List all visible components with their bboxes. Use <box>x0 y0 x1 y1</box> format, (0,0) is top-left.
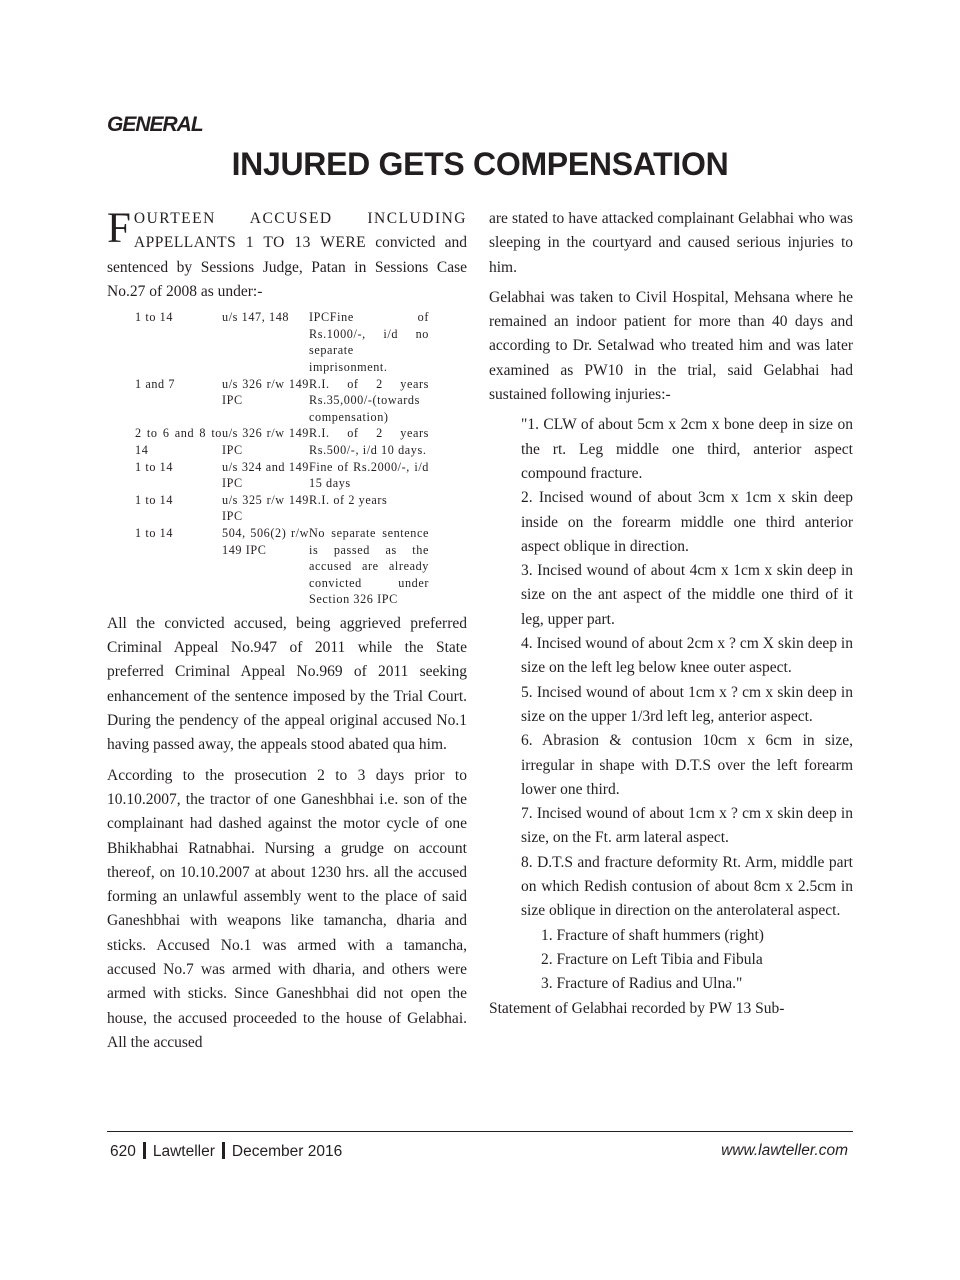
attack-paragraph: are stated to have attacked complainant Gelabhai who was sleeping in the courtyard and caused serious injuries to him. <box>489 210 853 276</box>
left-column <box>107 207 467 1055</box>
hospital-paragraph: Gelabhai was taken to Civil Hospital, Mehsana where he remained an indoor patient for more than 40 days and according to Dr. Setalwad who treated him and was later examined as PW10 in the trial, said Gelabhai had sustained following injuries:- <box>489 288 853 404</box>
issue-date: December 2016 <box>231 1143 343 1160</box>
injury-item: 4. Incised wound of about 2cm x ? cm X skin deep in size on the left leg below knee outer aspect. <box>521 635 853 677</box>
publication-name: Lawteller <box>152 1143 215 1160</box>
prosecution-paragraph: According to the prosecution 2 to 3 days prior to 10.10.2007, the tractor of one Ganeshbhai i.e. son of the complainant had dashed against the motor cycle of one Bhikhabhai Ratnabhai. Nursing a grudge on account thereof, on 10.10.2007 at about 1230 hrs. all the accused forming an unlawful assembly went to the place of said Ganeshbhai with weapons like tamancha, dharia and sticks. Accused No.1 was armed with a tamancha, accused No.7 was armed with dharia, and others were armed with sticks. Since Ganeshbhai did not open the house, the accused proceeded to the house of Gelabhai. All the accused <box>107 766 467 1051</box>
intro-rest: convicted and sentenced by Sessions Judge, Patan in Sessions Case No.27 of 2008 as under:- <box>107 234 467 300</box>
footer-divider <box>107 1131 853 1132</box>
injury-item: 2. Incised wound of about 3cm x 1cm x skin deep inside on the forearm middle one third anterior aspect oblique in direction. <box>521 489 853 555</box>
injury-item: "1. CLW of about 5cm x 2cm x bone deep in size on the rt. Leg middle one third, anterior aspect compound fracture. <box>521 416 853 482</box>
table-row: 2 to 6 and 8 to 14 u/s 326 r/w 149 IPC R.I. of 2 years Rs.500/-, i/d 10 days. <box>135 426 429 457</box>
injury-item: 3. Incised wound of about 4cm x 1cm x skin deep in size on the ant aspect of the middle one third of it leg, upper part. <box>521 562 853 628</box>
table-row: 1 to 14 u/s 147, 148 IPCFine of Rs.1000/-, i/d no separate imprisonment. <box>135 310 429 374</box>
table-row: 1 to 14 u/s 325 r/w 149 IPC R.I. of 2 years <box>135 492 388 524</box>
right-column <box>489 207 853 1021</box>
fracture-item: 1. Fracture of shaft hummers (right) <box>541 926 764 944</box>
statement-line: Statement of Gelabhai recorded by PW 13 Sub- <box>489 999 785 1017</box>
appeal-paragraph: All the convicted accused, being aggrieved preferred Criminal Appeal No.947 of 2011 while the State preferred Criminal Appeal No.969 of 2011 seeking enhancement of the sentence imposed by the Trial Court. During the pendency of the appeal original accused No.1 having passed away, the appeals stood abated qua him. <box>107 614 467 754</box>
footer-left <box>110 1142 342 1161</box>
injury-item: 5. Incised wound of about 1cm x ? cm x skin deep in size on the upper 1/3rd left leg, anterior aspect. <box>521 683 853 725</box>
section-label: GENERAL <box>107 113 203 136</box>
table-row: 1 to 14 504, 506(2) r/w 149 IPC No separate sentence is passed as the accused are already convicted under Section 326 IPC <box>135 525 429 607</box>
page-number: 620 <box>110 1143 136 1160</box>
injury-item: 7. Incised wound of about 1cm x ? cm x skin deep in size, on the Ft. arm lateral aspect. <box>521 805 853 847</box>
table-row: 1 to 14 u/s 324 and 149 IPC Fine of Rs.2000/-, i/d 15 days <box>135 459 429 491</box>
intro-paragraph <box>107 207 467 304</box>
separator-bar-icon <box>143 1142 146 1159</box>
table-row: 1 and 7 u/s 326 r/w 149 IPC R.I. of 2 years Rs.35,000/-(towards compensation) <box>135 376 429 424</box>
fracture-item: 3. Fracture of Radius and Ulna." <box>541 975 743 993</box>
fracture-item: 2. Fracture on Left Tibia and Fibula <box>541 950 763 968</box>
sentence-table <box>135 309 429 608</box>
intro-first-line: OURTEEN ACCUSED INCLUDING <box>133 210 467 227</box>
injury-item: 6. Abrasion & contusion 10cm x 6cm in size, irregular in shape with D.T.S over the left forearm lower one third. <box>521 732 853 798</box>
drop-cap: F <box>107 205 131 252</box>
injury-item: 8. D.T.S and fracture deformity Rt. Arm, middle part on which Redish contusion of about 8cm x 2.5cm in size oblique in direction on the anterolateral aspect. <box>521 853 853 920</box>
intro-caps: APPELLANTS 1 TO 13 WERE <box>133 234 367 252</box>
website-link[interactable]: www.lawteller.com <box>721 1142 848 1159</box>
separator-bar-icon <box>222 1142 225 1159</box>
article-headline: INJURED GETS COMPENSATION <box>231 146 729 182</box>
